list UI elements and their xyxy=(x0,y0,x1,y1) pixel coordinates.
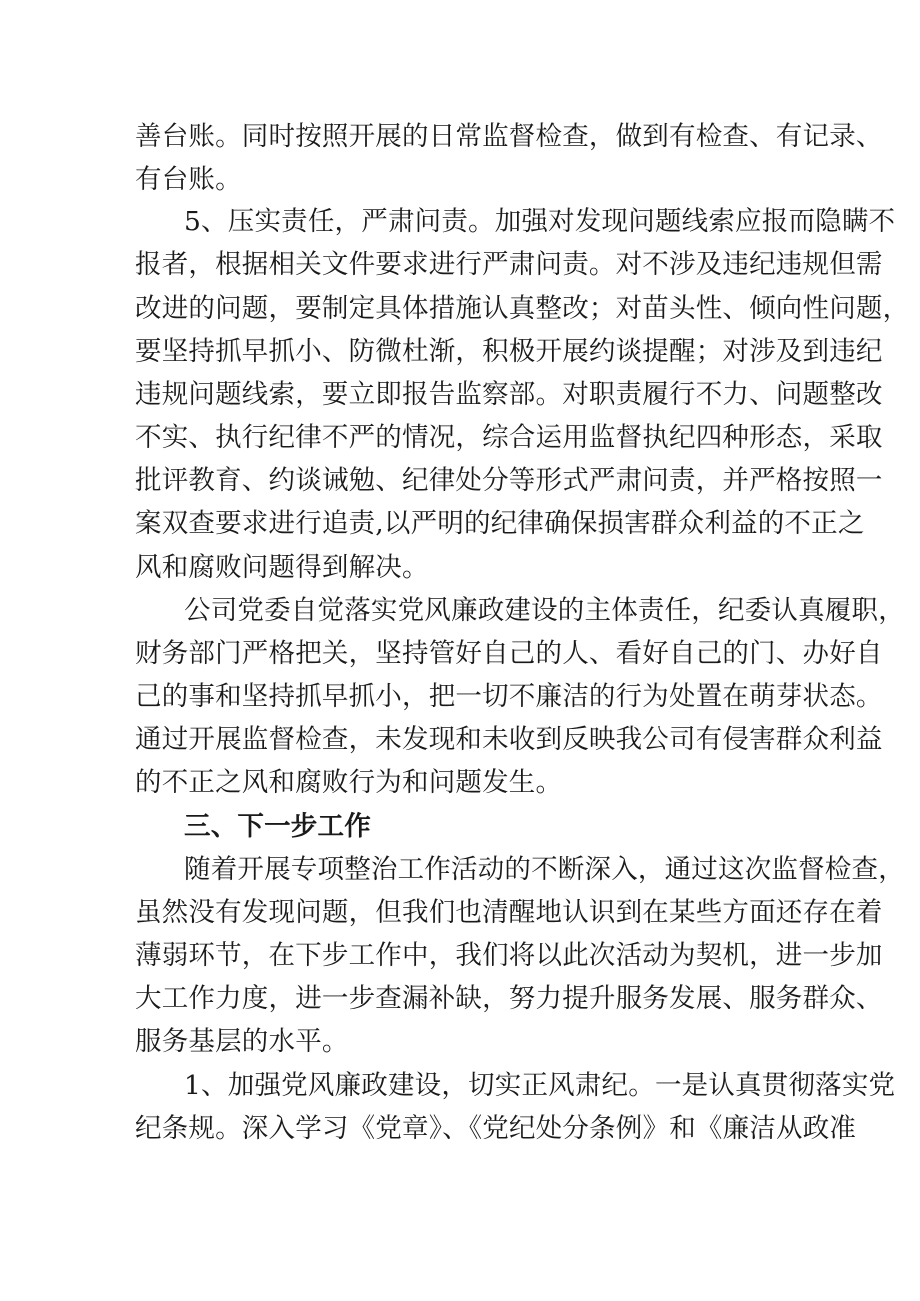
section-heading: 三、下一步工作 xyxy=(184,811,371,842)
text-line: 风和腐败问题得到解决。 xyxy=(135,552,429,583)
text-line: 违规问题线索，要立即报告监察部。对职责履行不力、问题整改 xyxy=(135,379,883,410)
text-line: 1、加强党风廉政建设，切实正风肃纪。一是认真贯彻落实党 xyxy=(184,1070,896,1101)
text-line: 大工作力度，进一步查漏补缺，努力提升服务发展、服务群众、 xyxy=(135,983,883,1014)
text-line: 薄弱环节，在下步工作中，我们将以此次活动为契机，进一步加 xyxy=(135,940,883,971)
text-line: 通过开展监督检查，未发现和未收到反映我公司有侵害群众利益 xyxy=(135,724,883,755)
text-line: 案双查要求进行追责,以严明的纪律确保损害群众利益的不正之 xyxy=(135,508,865,539)
text-line: 纪条规。深入学习《党章》、《党纪处分条例》和《廉洁从政准 xyxy=(135,1113,857,1144)
text-line: 公司党委自觉落实党风廉政建设的主体责任，纪委认真履职， xyxy=(184,595,905,626)
text-line: 要坚持抓早抓小、防微杜渐，积极开展约谈提醒；对涉及到违纪 xyxy=(135,336,883,367)
text-line: 有台账。 xyxy=(135,164,242,195)
text-line: 善台账。同时按照开展的日常监督检查，做到有检查、有记录、 xyxy=(135,121,883,152)
text-line: 虽然没有发现问题，但我们也清醒地认识到在某些方面还存在着 xyxy=(135,897,883,928)
text-line: 改进的问题，要制定具体措施认真整改；对苗头性、倾向性问题， xyxy=(135,293,910,324)
text-line: 5、压实责任，严肃问责。加强对发现问题线索应报而隐瞒不 xyxy=(184,206,896,237)
text-line: 报者，根据相关文件要求进行严肃问责。对不涉及违纪违规但需 xyxy=(135,249,883,280)
text-line: 服务基层的水平。 xyxy=(135,1026,349,1057)
text-line: 己的事和坚持抓早抓小，把一切不廉洁的行为处置在萌芽状态。 xyxy=(135,681,883,712)
text-line: 随着开展专项整治工作活动的不断深入，通过这次监督检查， xyxy=(184,854,905,885)
text-line: 不实、执行纪律不严的情况，综合运用监督执纪四种形态，采取 xyxy=(135,422,883,453)
text-line: 财务部门严格把关，坚持管好自己的人、看好自己的门、办好自 xyxy=(135,638,883,669)
text-line: 批评教育、约谈诫勉、纪律处分等形式严肃问责，并严格按照一 xyxy=(135,465,883,496)
text-line: 的不正之风和腐败行为和问题发生。 xyxy=(135,767,563,798)
